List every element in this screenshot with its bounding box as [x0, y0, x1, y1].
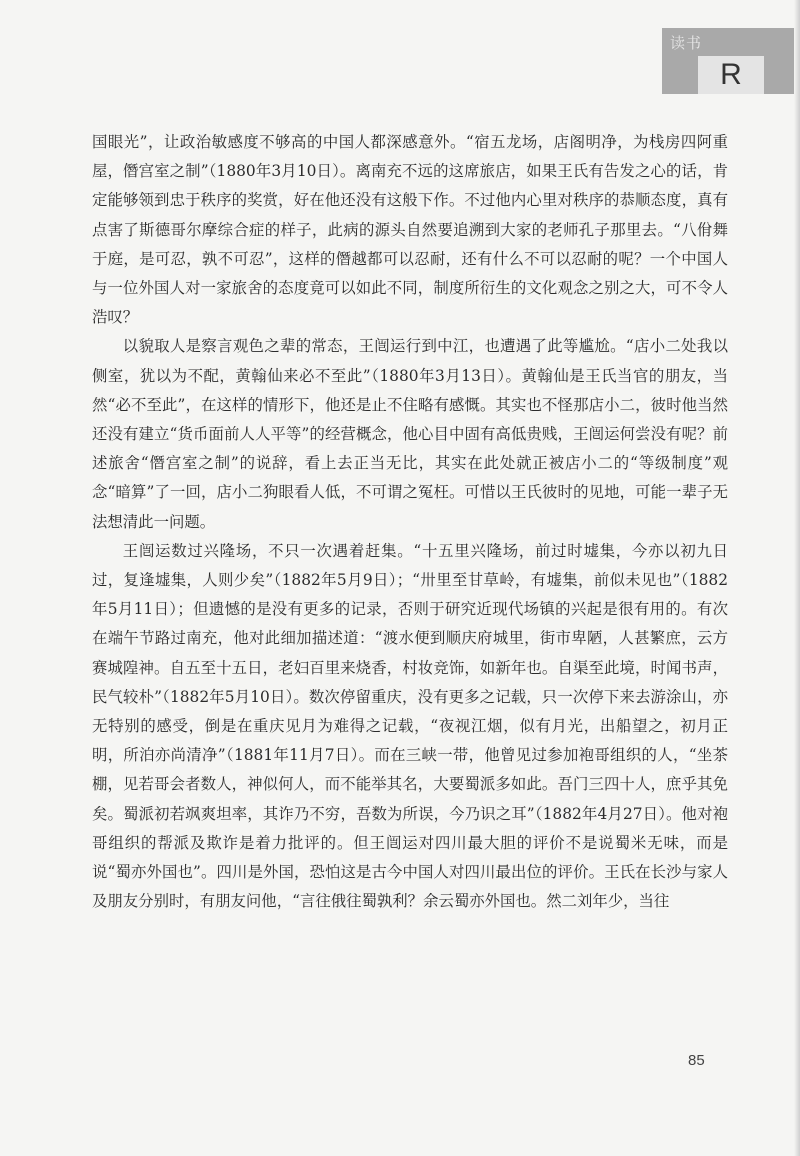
page-number: 85 — [688, 1052, 705, 1069]
paragraph: 以貌取人是察言观色之辈的常态，王闿运行到中江，也遭遇了此等尴尬。“店小二处我以侧室，犹以为不配，黄翰仙来必不至此”（1880年3月13日）。黄翰仙是王氏当官的朋友，当然“必不至此”，在这样的情形下，他还是止不住略有感慨。其实也不怪那店小二，彼时他当然还没有建立“货币面前人人平等”的经营概念，他心目中固有高低贵贱，王闿运何尝没有呢？前述旅舍“僭宫室之制”的说辞，看上去正当无比，其实在此处就正被店小二的“等级制度”观念“暗算”了一回，店小二狗眼看人低，不可谓之冤枉。可惜以王氏彼时的见地，可能一辈子无法想清此一问题。 — [92, 337, 728, 531]
section-tab — [662, 28, 800, 94]
section-letter: R — [720, 58, 742, 91]
section-letter-box — [698, 56, 764, 94]
section-label-small: 读书 — [670, 35, 703, 52]
paragraph: 国眼光”，让政治敏感度不够高的中国人都深感意外。“宿五龙场，店阁明净，为栈房四阿重屋，僭宫室之制”（1880年3月10日）。离南充不远的这席旅店，如果王氏有告发之心的话，肯定能够领到忠于秩序的奖赏，好在他还没有这般下作。不过他内心里对秩序的恭顺态度，真有点害了斯德哥尔摩综合症的样子，此病的源头自然要追溯到大家的老师孔子那里去。“八佾舞于庭，是可忍，孰不可忍”，这样的僭越都可以忍耐，还有什么不可以忍耐的呢？一个中国人与一位外国人对一家旅舍的态度竟可以如此不同，制度所衍生的文化观念之别之大，可不令人浩叹？ — [92, 133, 728, 327]
paragraph: 王闿运数过兴隆场，不只一次遇着赶集。“十五里兴隆场，前过时墟集，今亦以初九日过，复逢墟集，人则少矣”（1882年5月9日）；“卅里至甘草岭，有墟集，前似未见也”（1882年5月11日）；但遗憾的是没有更多的记录，否则于研究近现代场镇的兴起是很有用的。有次在端午节路过南充，他对此细加描述道：“渡水便到顺庆府城里，街市卑陋，人甚繁庶，云方赛城隍神。自五至十五日，老妇百里来烧香，村妆竞饰，如新年也。自渠至此境，时闻书声，民气较朴”（1882年5月10日）。数次停留重庆，没有更多之记载，只一次停下来去游涂山，亦无特别的感受，倒是在重庆见月为难得之记载，“夜视江烟，似有月光，出船望之，初月正明，所泊亦尚清净”（1881年11月7日）。而在三峡一带，他曾见过参加袍哥组织的人，“坐茶棚，见若哥会者数人，神似何人，而不能举其名，大要蜀派多如此。吾门三四十人，庶乎其免矣。蜀派初若飒爽坦率，其诈乃不穷，吾数为所误，今乃识之耳”（1882年4月27日）。他对袍哥组织的帮派及欺诈是着力批评的。但王闿运对四川最大胆的评价不是说蜀米无味，而是说“蜀亦外国也”。四川是外国，恐怕这是古今中国人对四川最出位的评价。王氏在长沙与家人及朋友分别时，有朋友问他，“言往俄往蜀孰利？余云蜀亦外国也。然二刘年少，当往 — [92, 541, 728, 911]
body-text — [92, 128, 728, 916]
page-edge-shadow — [794, 0, 800, 1156]
